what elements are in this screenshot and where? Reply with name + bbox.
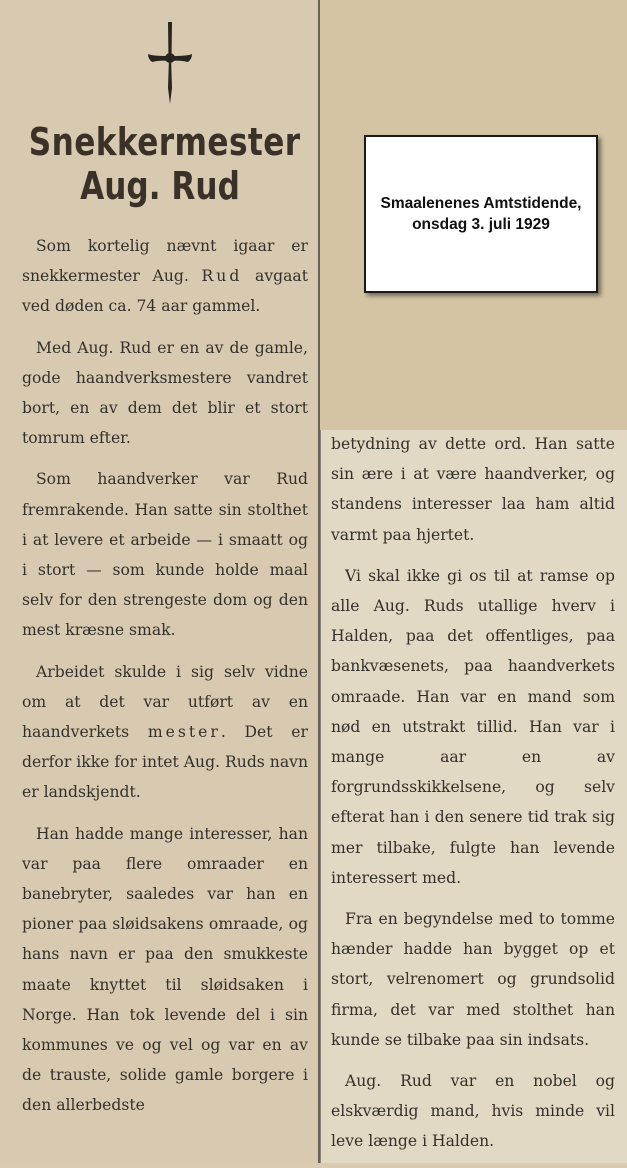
cross-icon (130, 18, 210, 108)
article-left-text (22, 231, 308, 1132)
source-caption-box (364, 135, 598, 293)
source-caption: Smaalenenes Amtstidende, onsdag 3. juli 1929 (380, 195, 582, 233)
headline-name: Aug. Rud (80, 164, 240, 208)
paragraph: Han hadde mange interesser, han var paa flere omraader en banebryter, saaledes var han en pioner paa sløidsakens omraade, og hans navn er paa den smukkeste maate knyttet til sløidsaken i Norge. Han tok levende del i sin kommunes ve og vel og var en av de trauste, solide gamle borgere i den allerbedste (22, 824, 308, 1115)
paragraph: Arbeidet skulde i sig selv vidne om at det var utført av en haandverkets mester. Det er derfor ikke for intet Aug. Ruds navn er landskjendt. (22, 662, 308, 802)
headline (28, 120, 301, 208)
paragraph: betydning av dette ord. Han satte sin ære i at være haandverker, og standens interesser laa ham altid varmt paa hjertet. (331, 435, 615, 544)
paragraph: Aug. Rud var en nobel og elskværdig mand, hvis minde vil leve længe i Halden. (331, 1072, 615, 1151)
article-right-text (331, 429, 615, 1168)
paragraph: Som kortelig nævnt igaar er snekkermester Aug. Rud avgaat ved døden ca. 74 aar gammel. (22, 237, 308, 316)
paragraph: Vi skal ikke gi os til at ramse op alle Aug. Ruds utallige hverv i Halden, paa det offentliges, paa bankvæsenets, paa haandverkets omraade. Han var en mand som nød en utstrakt tillid. Han var i mange aar en av forgrundsskikkelsene, og selv efterat han i den senere tid trak sig mer tilbake, fulgte han levende interessert med. (331, 566, 615, 887)
paragraph: Med Aug. Rud er en av de gamle, gode haandverksmestere vandret bort, en av dem det blir et stort tomrum efter. (22, 338, 308, 448)
headline-title: Snekkermester (28, 120, 301, 164)
paragraph: Som haandverker var Rud fremrakende. Han satte sin stolthet i at levere et arbeide — i smaatt og i stort — som kunde holde maal selv for den strengeste dom og den mest kræsne smak. (22, 470, 308, 640)
paragraph: Fra en begyndelse med to tomme hænder hadde han bygget op et stort, velrenomert og grundsolid firma, det var med stolthet han kunde se tilbake paa sin indsats. (331, 910, 615, 1049)
